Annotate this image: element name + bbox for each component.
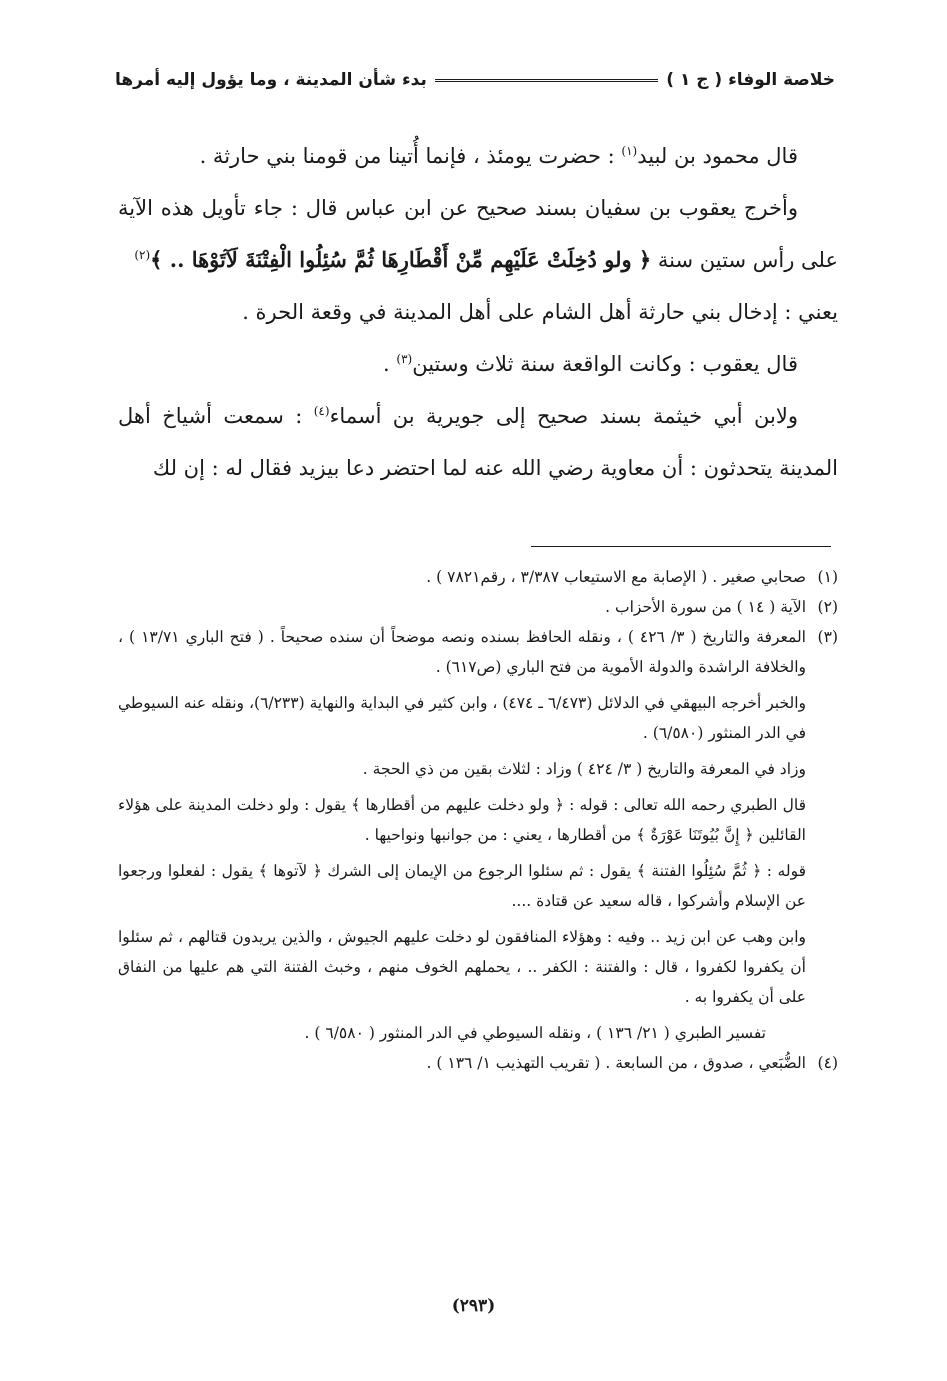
footnotes xyxy=(118,562,838,1078)
footnote-number: (٤) xyxy=(817,1054,838,1072)
footnote-line: قوله : ﴿ ثُمَّ سُئِلُوا الفتنة ﴾ يقول : ثم سئلوا الرجوع من الإيمان إلى الشرك ﴿ لآتوها ﴾ يقول : لفعلوا ورجعوا عن الإسلام وأشركوا ، قاله سعيد عن قتادة .... xyxy=(118,862,806,910)
paragraph-5-text: ولابن أبي خيثمة بسند صحيح إلى جويرية بن أسماء xyxy=(329,404,798,428)
paragraph-4-text: قال يعقوب : وكانت الواقعة سنة ثلاث وستين xyxy=(412,352,798,376)
footnote-2 xyxy=(118,592,838,622)
paragraph-3: يعني : إدخال بني حارثة أهل الشام على أهل المدينة في وقعة الحرة . xyxy=(242,300,838,324)
page-number: (٢٩٣) xyxy=(451,1296,496,1316)
footnote-number: (١) xyxy=(817,568,838,586)
footnote-ref-2: (٢) xyxy=(134,248,151,262)
header-double-rule xyxy=(435,79,658,82)
paragraph-5 xyxy=(118,390,838,494)
footnote-line: والخبر أخرجه البيهقي في الدلائل (٦/٤٧٣ ـ ٤٧٤) ، وابن كثير في البداية والنهاية (٦/٢٣٣)، ونقله عنه السيوطي في الدر المنثور (٦/٥٨٠) . xyxy=(118,694,807,742)
paragraph-1-text: قال محمود بن لبيد xyxy=(637,144,798,168)
footnote-number: (٢) xyxy=(817,598,838,616)
footnote-ref-3: (٣) xyxy=(396,352,413,366)
paragraph-1 xyxy=(118,130,838,182)
footnote-body xyxy=(118,1048,806,1078)
paragraph-2-text: وأخرج يعقوب بن سفيان بسند صحيح عن ابن عباس قال : جاء تأويل هذه الآية على رأس ستين سنة xyxy=(118,196,838,272)
paragraph-4 xyxy=(118,338,838,390)
main-text xyxy=(118,130,838,494)
running-header xyxy=(115,62,835,98)
footnote-3 xyxy=(118,622,838,1048)
header-chapter-title: بدء شأن المدينة ، وما يؤول إليه أمرها xyxy=(115,70,427,90)
footnote-ref-1: (١) xyxy=(621,144,638,158)
paragraph-5-rest: : سمعت أشياخ أهل المدينة يتحدثون : أن معاوية رضي الله عنه لما احتضر دعا بيزيد فقال له : إن لك xyxy=(118,404,838,480)
footnote-line: قال الطبري رحمه الله تعالى : قوله : ﴿ ولو دخلت عليهم من أقطارها ﴾ يقول : ولو دخلت المدينة على هؤلاء القائلين ﴿ إِنَّ بُيُوتَنَا عَوْرَةٌ ﴾ من أقطارها ، يعني : من جوانبها ونواحيها . xyxy=(118,796,806,844)
paragraph-2 xyxy=(118,182,838,286)
paragraph-1-rest: : حضرت يومئذ ، فإنما أُتينا من قومنا بني حارثة . xyxy=(199,144,622,168)
footnote-line: تفسير الطبري ( ٢١/ ١٣٦ ) ، ونقله السيوطي في الدر المنثور ( ٦/٥٨٠ ) . xyxy=(304,1024,766,1042)
paragraph-4-end: . xyxy=(383,352,397,376)
footnote-4 xyxy=(118,1048,838,1078)
header-book-title: خلاصة الوفاء ( ج ١ ) xyxy=(666,70,835,90)
footnote-line: وابن وهب عن ابن زيد .. وفيه : وهؤلاء المنافقون لو دخلت عليهم الجيوش ، والذين يريدون قتالهم ، ثم سئلوا أن يكفروا لكفروا ، قال : والفتنة : الكفر .. ، يحملهم الخوف منهم ، وخبث الفتنة التي هم عليها من النفاق على أن يكفروا به . xyxy=(118,928,806,1006)
footnote-line: الضُّبَعي ، صدوق ، من السابعة . ( تقريب التهذيب ١/ ١٣٦ ) . xyxy=(426,1054,806,1072)
footnote-1 xyxy=(118,562,838,592)
footnote-number: (٣) xyxy=(817,628,838,646)
footnote-line: صحابي صغير . ( الإصابة مع الاستيعاب ٣/٣٨٧ ، رقم٧٨٢١ ) . xyxy=(426,568,806,586)
footnote-body xyxy=(118,622,806,1048)
footnote-line: الآية ( ١٤ ) من سورة الأحزاب . xyxy=(605,598,806,616)
footnote-separator xyxy=(531,546,831,547)
footnote-line: وزاد في المعرفة والتاريخ ( ٣/ ٤٢٤ ) وزاد : لثلاث بقين من ذي الحجة . xyxy=(362,760,806,778)
footnote-ref-4: (٤) xyxy=(313,404,330,418)
footnote-line: المعرفة والتاريخ ( ٣/ ٤٢٦ ) ، ونقله الحافظ بسنده ونصه موضحاً أن سنده صحيحاً . ( فتح الباري ١٣/٧١ ) ، والخلافة الراشدة والدولة الأموية من فتح الباري (ص٦١٧) . xyxy=(118,628,806,676)
footnote-body xyxy=(118,592,806,622)
quran-verse: ﴿ ولو دُخِلَتْ عَلَيْهِم مِّنْ أَقْطَارِهَا ثُمَّ سُئِلُوا الْفِتْنَةَ لَآتَوْهَا .. ﴾ xyxy=(150,247,652,272)
footnote-body xyxy=(118,562,806,592)
